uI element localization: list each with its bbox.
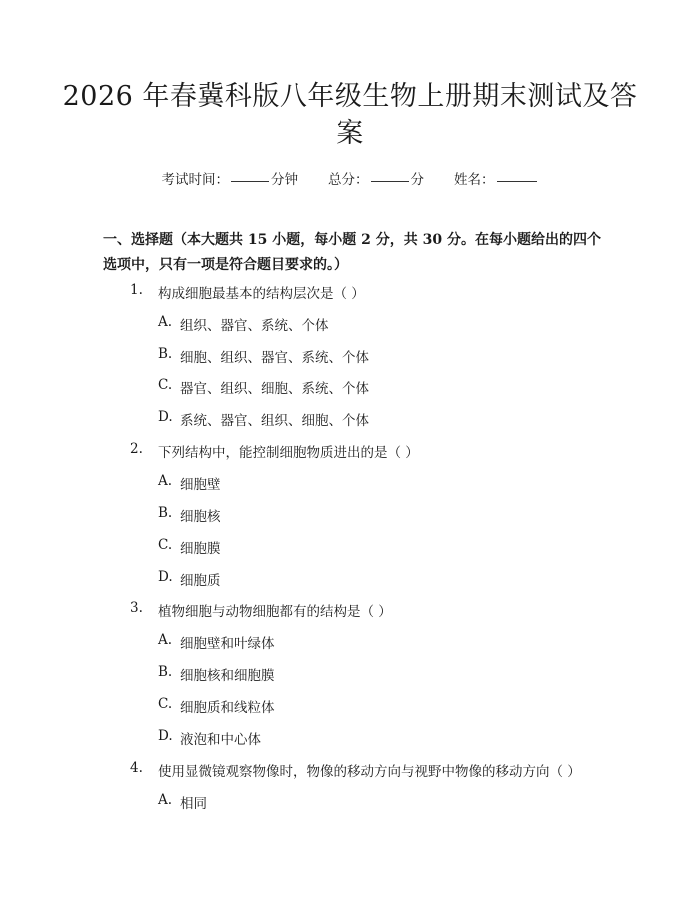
option-text: 细胞壁和叶绿体	[180, 636, 275, 652]
question-number: 2.	[130, 441, 143, 457]
option-label: D.	[158, 728, 173, 744]
exam-name	[454, 168, 539, 188]
option-1c	[158, 377, 369, 397]
option-text: 细胞质和线粒体	[180, 700, 275, 716]
option-4a	[158, 792, 207, 812]
option-2b	[158, 505, 221, 525]
option-label: C.	[158, 696, 173, 712]
option-text: 系统、器官、组织、细胞、个体	[180, 413, 369, 429]
exam-time	[162, 168, 299, 188]
option-text: 细胞壁	[180, 477, 221, 493]
time-unit: 分钟	[271, 172, 298, 188]
option-label: B.	[158, 664, 173, 680]
option-3c	[158, 696, 275, 716]
question-number: 3.	[130, 600, 143, 616]
question-number: 1.	[130, 282, 143, 298]
option-text: 细胞核和细胞膜	[180, 668, 275, 684]
option-text: 组织、器官、系统、个体	[180, 318, 329, 334]
option-label: B.	[158, 346, 173, 362]
question-2	[130, 441, 419, 461]
option-3a	[158, 632, 275, 652]
score-unit: 分	[410, 172, 424, 188]
option-text: 液泡和中心体	[180, 732, 261, 748]
question-number: 4.	[130, 760, 143, 776]
option-3d	[158, 728, 261, 748]
score-blank	[371, 180, 409, 182]
option-2a	[158, 473, 221, 493]
exam-meta	[0, 168, 700, 188]
option-label: C.	[158, 377, 173, 393]
option-1b	[158, 346, 369, 366]
time-label: 考试时间：	[161, 172, 229, 188]
option-text: 相同	[180, 796, 207, 812]
option-label: D.	[158, 569, 173, 585]
option-label: A.	[158, 632, 173, 648]
option-text: 细胞膜	[180, 541, 221, 557]
option-1a	[158, 314, 329, 334]
question-text: 构成细胞最基本的结构层次是（ ）	[158, 286, 365, 302]
option-text: 细胞核	[180, 509, 221, 525]
score-label: 总分：	[328, 172, 369, 188]
option-text: 细胞、组织、器官、系统、个体	[180, 350, 369, 366]
option-1d	[158, 409, 369, 429]
question-4	[130, 760, 581, 780]
exam-score	[328, 168, 424, 188]
name-label: 姓名：	[454, 172, 495, 188]
time-blank	[231, 180, 269, 182]
question-text: 植物细胞与动物细胞都有的结构是（ ）	[158, 604, 392, 620]
option-label: D.	[158, 409, 173, 425]
option-label: B.	[158, 505, 173, 521]
name-blank	[497, 180, 537, 182]
option-label: C.	[158, 537, 173, 553]
option-3b	[158, 664, 275, 684]
page-title: 2026 年春冀科版八年级生物上册期末测试及答案	[62, 81, 638, 149]
question-3	[130, 600, 392, 620]
option-text: 细胞质	[180, 573, 221, 589]
question-1	[130, 282, 365, 302]
question-text: 下列结构中，能控制细胞物质进出的是（ ）	[158, 445, 419, 461]
section-heading: 一、选择题（本大题共 15 小题，每小题 2 分，共 30 分。在每小题给出的四个选项中，只有一项是符合题目要求的。）	[103, 232, 601, 273]
option-text: 器官、组织、细胞、系统、个体	[180, 381, 369, 397]
option-2d	[158, 569, 221, 589]
option-2c	[158, 537, 221, 557]
option-label: A.	[158, 792, 173, 808]
option-label: A.	[158, 473, 173, 489]
option-label: A.	[158, 314, 173, 330]
question-text: 使用显微镜观察物像时，物像的移动方向与视野中物像的移动方向（ ）	[158, 764, 581, 780]
